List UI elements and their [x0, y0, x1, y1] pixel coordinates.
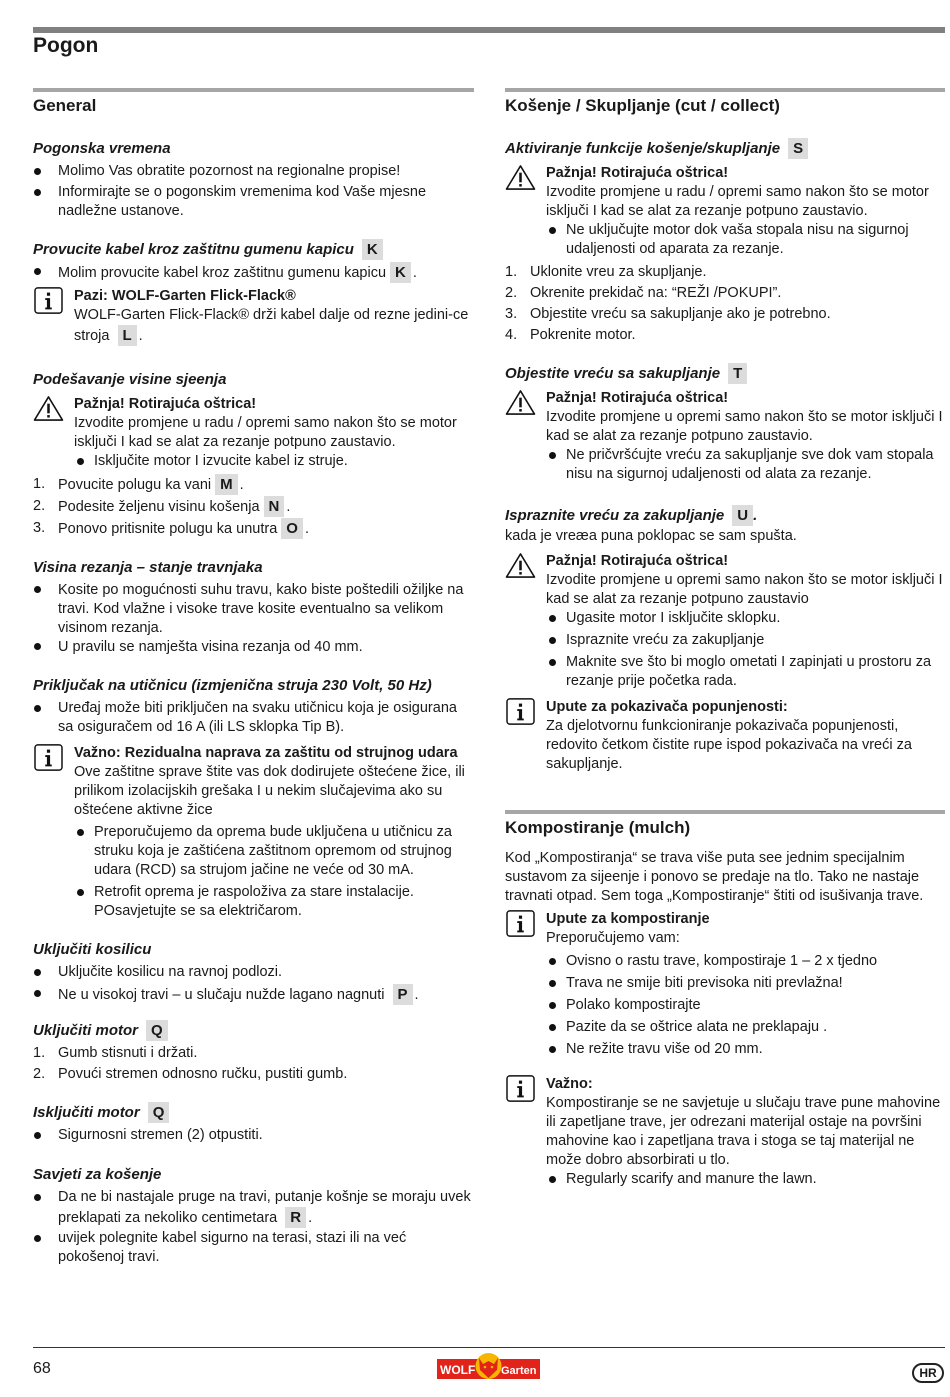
subheading-cut-height: Visina rezanja – stanje travnjaka — [33, 559, 263, 576]
list-item: Isključite motor I izvucite kabel iz struje. — [74, 452, 474, 471]
subheading-cable-cap: Provucite kabel kroz zaštitnu gumenu kapicu K — [33, 238, 474, 261]
note-heading: Upute za kompostiranje — [546, 911, 710, 927]
key-label: O — [281, 518, 303, 539]
logo-text-wolf: WOLF — [440, 1363, 476, 1377]
section-title-mulch: Kompostiranje (mulch) — [505, 818, 691, 837]
list-item: Kosite po mogućnosti suhu travu, kako biste poštedili ožiljke na travi. Kod vlažne i visoke trave kosite eventualno sa velikom visinom rezanja. — [33, 581, 474, 638]
key-label: K — [390, 262, 411, 283]
numbered-item: 2. Podesite željenu visinu košenja N . — [33, 498, 291, 515]
wolf-garten-logo — [437, 1352, 540, 1382]
list-item: Uključite kosilicu na ravnoj podlozi. — [33, 963, 474, 982]
numbered-item: 2. Povući stremen odnosno ručku, pustiti gumb. — [33, 1066, 348, 1082]
body-text: Kod „Kompostiranja“ se trava više puta see jednim specijalnim sustavom za sijeenje i ponovo se predaje na tlo. Tako ne nastaje travnati otpad. Sem toga „Kompostiranje“ štiti od isušivanja trave. — [505, 850, 924, 904]
info-icon — [33, 287, 64, 314]
key-label: R — [285, 1207, 306, 1228]
numbered-item: 2. Okrenite prekidač na: “REŽI /POKUPI”. — [505, 285, 782, 301]
list-item: Trava ne smije biti previsoka niti prevlažna! — [546, 974, 945, 993]
list-item: Ne režite travu više od 20 mm. — [546, 1040, 945, 1059]
info-note — [33, 744, 474, 921]
numbered-item: 1. Uklonite vreu za skupljanje. — [505, 264, 707, 280]
note-text: WOLF-Garten Flick-Flack® drži kabel dalje od rezne jedini-ce stroja L . — [74, 307, 469, 344]
right-column — [505, 88, 945, 1189]
top-bar — [33, 27, 945, 33]
subheading-hang-bag: Objestite vreću sa sakupljanje T — [505, 362, 945, 385]
list-item: Pazite da se oštrice alata ne preklapaju . — [546, 1018, 945, 1037]
key-label: M — [215, 474, 238, 495]
note-text: Kompostiranje se ne savjetuje u slučaju trave pune mahovine ili zapetljane trave, jer odrezani materijal ostaje na površini mahovine kao i zapetljana trava i stoga se taj materijal ne može dobro absorbirati u tlo. — [546, 1095, 941, 1168]
numbered-item: 3. Ponovo pritisnite polugu ka unutra O . — [33, 520, 309, 537]
key-label: U — [732, 505, 753, 526]
list-item: Regularly scarify and manure the lawn. — [546, 1170, 945, 1189]
list-item: Ugasite motor I isključite sklopku. — [546, 609, 945, 628]
note-heading: Pažnja! Rotirajuća oštrica! — [546, 553, 729, 569]
note-heading: Pazi: WOLF-Garten Flick-Flack® — [74, 288, 296, 304]
list-item: Sigurnosni stremen (2) otpustiti. — [33, 1126, 474, 1145]
numbered-item: 1. Gumb stisnuti i držati. — [33, 1045, 198, 1061]
warning-icon — [505, 164, 536, 191]
note-heading: Pažnja! Rotirajuća oštrica! — [546, 165, 729, 181]
warning-icon — [33, 395, 64, 422]
logo-text-garten: Garten — [501, 1365, 537, 1377]
left-column — [33, 88, 474, 1267]
list-item: Preporučujemo da oprema bude uključena u utičnicu za struku koja je zaštićena zaštitnom opremom od strujnog udara (RCD) sa strujom jačine ne veće od 30 mA. — [74, 823, 474, 880]
warning-note — [505, 552, 945, 691]
warning-note — [33, 395, 474, 471]
page-title: Pogon — [33, 34, 99, 57]
note-text: Preporučujemo vam: — [546, 930, 680, 946]
info-icon — [505, 1075, 536, 1102]
subheading-height-adjust: Podešavanje visine sjeenja — [33, 371, 227, 388]
list-item: Ne uključujte motor dok vaša stopala nisu na sigurnoj udaljenosti od aparata za rezanje. — [546, 221, 945, 259]
numbered-item: 1. Povucite polugu ka vani M . — [33, 476, 244, 493]
warning-icon — [505, 389, 536, 416]
footer-rule — [33, 1347, 945, 1348]
subheading-socket: Priključak na utičnicu (izmjenična struja 230 Volt, 50 Hz) — [33, 677, 432, 694]
list-item: Molimo Vas obratite pozornost na regionalne propise! — [33, 162, 474, 181]
section-rule — [505, 810, 945, 814]
subheading-switch-on-mower: Uključiti kosilicu — [33, 941, 152, 958]
info-icon — [505, 910, 536, 937]
key-label: K — [362, 239, 383, 260]
note-text: Izvodite promjene u opremi samo nakon što se motor isključi I kad se alat za rezanje potpuno zaustavio — [546, 572, 943, 607]
subheading-mowing-tips: Savjeti za košenje — [33, 1166, 162, 1183]
numbered-item: 4. Pokrenite motor. — [505, 327, 636, 343]
note-heading: Važno: Rezidualna naprava za zaštitu od strujnog udara — [74, 745, 458, 761]
section-rule — [505, 88, 945, 92]
subheading-operating-times: Pogonska vremena — [33, 140, 171, 157]
warning-note — [505, 164, 945, 259]
list-item: Ovisno o rastu trave, kompostiraje 1 – 2 x tjedno — [546, 952, 945, 971]
list-item: Ispraznite vreću za zakupljanje — [546, 631, 945, 650]
subheading-activate-collect: Aktiviranje funkcije košenje/skupljanje S — [505, 137, 945, 160]
note-heading: Pažnja! Rotirajuća oštrica! — [546, 390, 729, 406]
info-note — [505, 698, 945, 774]
list-item: Da ne bi nastajale pruge na travi, putanje košnje se moraju uvek preklapati za nekoliko centimetara R . — [33, 1188, 474, 1228]
list-item: Retrofit oprema je raspoloživa za stare instalacije. POsavjetujte se sa električarom. — [74, 883, 474, 921]
key-label: Q — [148, 1102, 170, 1123]
note-heading: Upute za pokazivača popunjenosti: — [546, 699, 788, 715]
list-item: Ne pričvršćujte vreću za sakupljanje sve dok vam stopala nisu na sigurnoj udaljenosti od alata za rezanje. — [546, 446, 945, 484]
list-item: Maknite sve što bi moglo ometati I zapinjati u prostoru za rezanje prije početka rada. — [546, 653, 945, 691]
list-item: Informirajte se o pogonskim vremenima kod Vaše mjesne nadležne ustanove. — [33, 183, 474, 221]
list-item: uvijek polegnite kabel sigurno na terasi, stazi ili na već pokošenoj travi. — [33, 1229, 474, 1267]
list-item: Ne u visokoj travi – u slučaju nužde lagano nagnuti P . — [33, 984, 474, 1005]
section-rule — [33, 88, 474, 92]
key-label: N — [264, 496, 285, 517]
subheading-stop-motor: Isključiti motor Q — [33, 1101, 474, 1124]
info-icon — [505, 698, 536, 725]
info-note — [33, 287, 474, 346]
section-title-general: General — [33, 96, 97, 115]
note-text: Ove zaštitne sprave štite vas dok dodirujete oštećene žice, ili prilikom izolacijskih grešaka I u nekim slučajevima ako su oštećene aktivne žice — [74, 764, 465, 818]
language-badge: HR — [912, 1363, 944, 1383]
warning-note — [505, 389, 945, 484]
note-heading: Pažnja! Rotirajuća oštrica! — [74, 396, 257, 412]
subheading-empty-bag: Ispraznite vreću za zakupljanje U . — [505, 507, 758, 524]
page-number: 68 — [33, 1360, 51, 1377]
warning-icon — [505, 552, 536, 579]
section-title-cut-collect: Košenje / Skupljanje (cut / collect) — [505, 96, 780, 115]
note-heading: Važno: — [546, 1076, 593, 1092]
info-note — [505, 910, 945, 1059]
info-icon — [33, 744, 64, 771]
key-label: P — [393, 984, 413, 1005]
note-text: Za djelotvornu funkcioniranje pokazivača popunjenosti, redovito četkom čistite rupe ispod pokazivača na vreći za sakupljanje. — [546, 718, 912, 772]
key-label: Q — [146, 1020, 168, 1041]
body-text: kada je vreæa puna poklopac se sam spušta. — [505, 528, 797, 544]
list-item: U pravilu se namješta visina rezanja od 40 mm. — [33, 638, 474, 657]
note-text: Izvodite promjene u opremi samo nakon što se motor isključi I kad se alat za rezanje potpuno zaustavio. — [546, 409, 943, 444]
list-item: Uređaj može biti priključen na svaku utičnicu koja je osigurana sa osiguračem od 16 A (ili LS sklopka Tip B). — [33, 699, 474, 737]
subheading-start-motor: Uključiti motor Q — [33, 1019, 474, 1042]
key-label: T — [728, 363, 747, 384]
note-text: Izvodite promjene u radu / opremi samo nakon što se motor isključi I kad se alat za rezanje potpuno zaustavio. — [546, 184, 929, 219]
note-text: Izvodite promjene u radu / opremi samo nakon što se motor isključi I kad se alat za rezanje potpuno zaustavio. — [74, 415, 457, 450]
info-note — [505, 1075, 945, 1189]
numbered-item: 3. Objestite vreću sa sakupljanje ako je potrebno. — [505, 306, 831, 322]
key-label: S — [788, 138, 808, 159]
list-item: Polako kompostirajte — [546, 996, 945, 1015]
list-item: Molim provucite kabel kroz zaštitnu gumenu kapicu K . — [33, 262, 474, 283]
key-label: L — [118, 325, 137, 346]
